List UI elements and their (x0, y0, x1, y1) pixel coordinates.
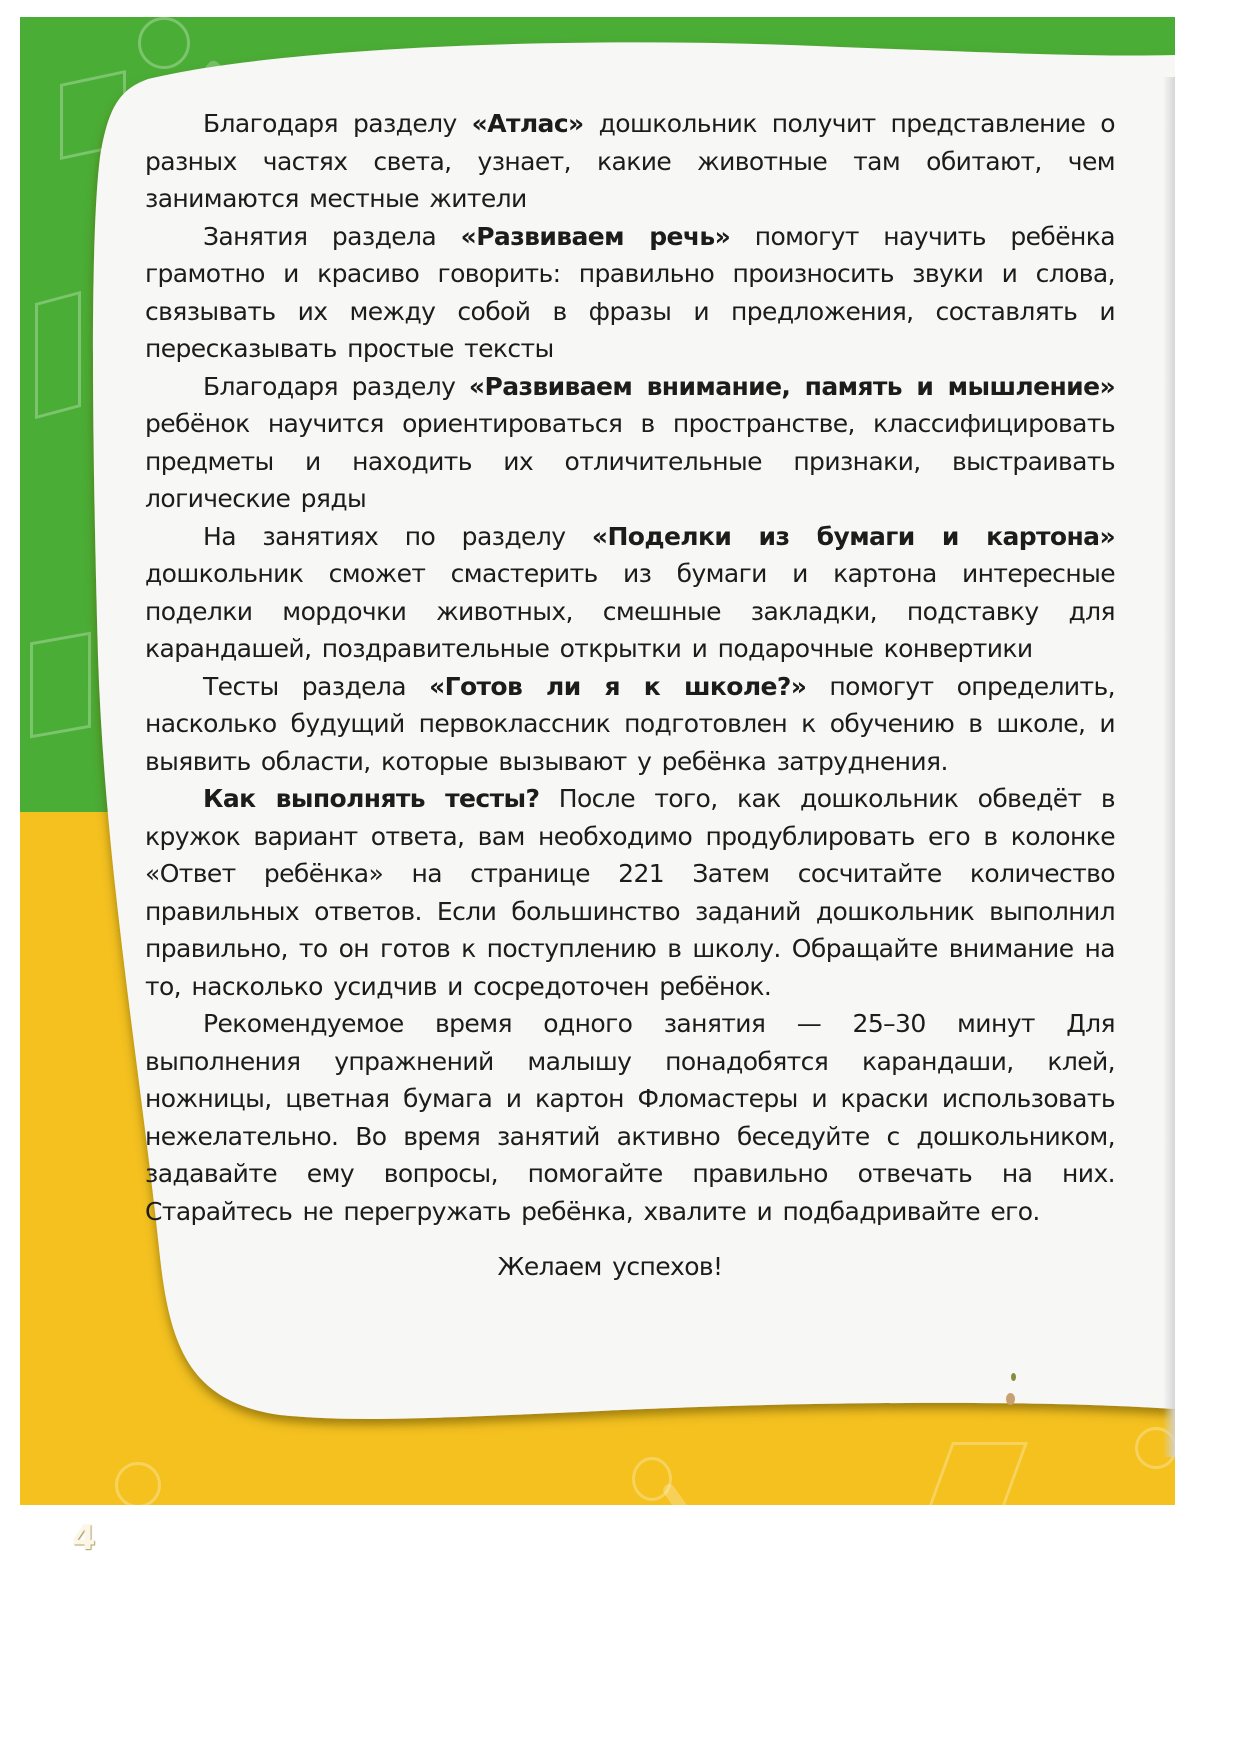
paragraph-crafts: На занятиях по разделу «Поделки из бумаги и картона» дошкольник сможет смастерить из бумаги и картона интересные поделки мордочки животных, смешные закладки, подставку для карандашей, поздравительные открытки и подарочные конвертики (145, 521, 1115, 663)
paragraph-speech: Занятия раздела «Развиваем речь» помогут научить ребёнка грамотно и красиво говорить: правильно произносить звуки и слова, связывать их между собой в фразы и предложения, составлять и пересказывать простые тексты (145, 221, 1115, 363)
section-title-crafts: «Поделки из бумаги и картона» (591, 521, 1115, 551)
intro-text (145, 105, 1115, 1286)
paragraph-recommendations: Рекомендуемое время одного занятия — 25–30 минут Для выполнения упражнений малышу понадобятся карандаши, клей, ножницы, цветная бумага и картон Фломастеры и краски использовать нежелательно. Во время занятий активно беседуйте с дошкольником, задавайте ему вопросы, помогайте правильно отвечать на них. Старайтесь не перегружать ребёнка, хвалите и подбадривайте его. (145, 1009, 1115, 1226)
heading-how-to-test: Как выполнять тесты? (203, 784, 540, 813)
section-title-tests: «Готов ли я к школе?» (429, 671, 807, 701)
scan-speck (1006, 1393, 1015, 1405)
paragraph-how-to-test: Как выполнять тесты? После того, как дошкольник обведёт в кружок вариант ответа, вам необходимо продублировать его в колонке «Ответ ребёнка» на странице 221 Затем сосчитайте количество правильных ответов. Если большинство заданий дошкольник выполнил правильно, то он готов к поступлению в школу. Обращайте внимание на то, насколько усидчив и сосредоточен ребёнок. (145, 784, 1116, 1001)
page-fold-shade (1163, 77, 1175, 1457)
closing-wish: Желаем успехов! (497, 1252, 723, 1281)
section-title-attention: «Развиваем внимание, память и мышление» (468, 371, 1115, 401)
scan-speck (1011, 1373, 1016, 1381)
section-title-atlas: «Атлас» (471, 109, 584, 138)
page-number: 4 (72, 1518, 96, 1558)
paragraph-tests: Тесты раздела «Готов ли я к школе?» помогут определить, насколько будущий первоклассник подготовлен к обучению в школе, и выявить области, которые вызывают у ребёнка затруднения. (145, 671, 1115, 776)
paragraph-attention: Благодаря разделу «Развиваем внимание, память и мышление» ребёнок научится ориентироваться в пространстве, классифицировать предметы и находить их отличительные признаки, выстраивать логические ряды (145, 371, 1115, 513)
paragraph-atlas: Благодаря разделу «Атлас» дошкольник получит представление о разных частях света, узнает, какие животные там обитают, чем занимаются местные жители (145, 109, 1115, 213)
section-title-speech: «Развиваем речь» (460, 221, 731, 251)
